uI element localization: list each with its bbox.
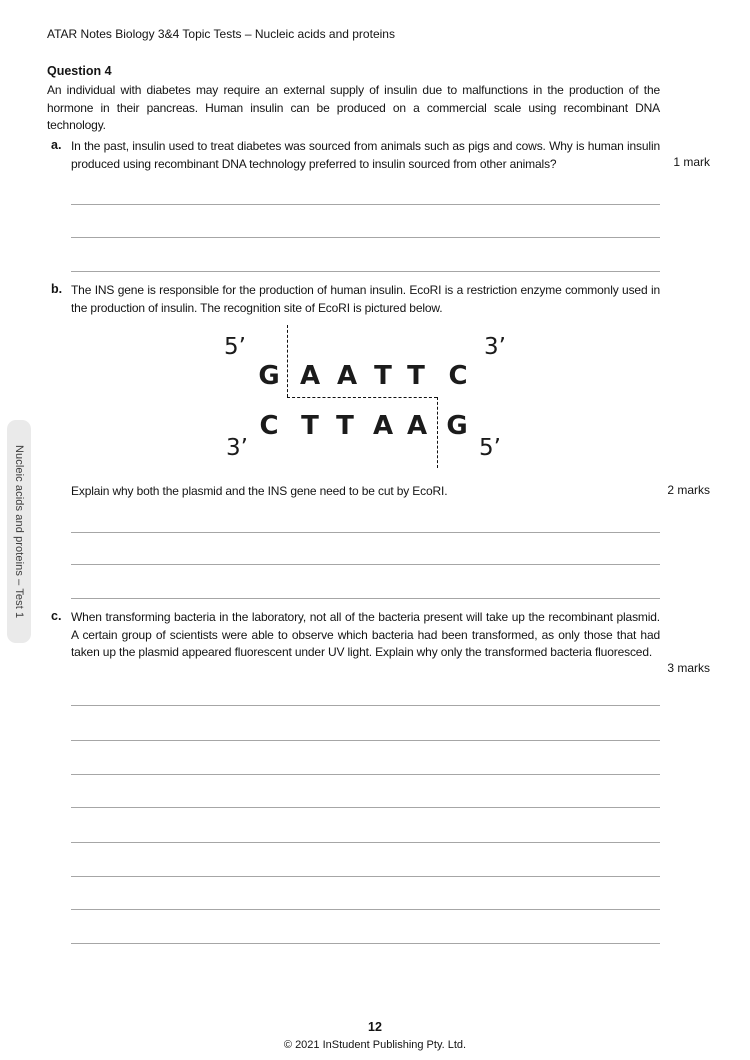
cut-line-bottom-vertical xyxy=(437,397,438,468)
part-a-text: In the past, insulin used to treat diabetes was sourced from animals such as pigs and cows. Why is human insulin produced using recombinant DNA technology preferred to insulin sourced from other animals? xyxy=(71,139,660,171)
answer-line xyxy=(71,237,660,238)
dna-base-bottom-1: C xyxy=(259,411,279,441)
answer-line xyxy=(71,774,660,775)
sidebar-tab-label: Nucleic acids and proteins – Test 1 xyxy=(13,444,25,619)
question-intro: An individual with diabetes may require an external supply of insulin due to malfunctions in the production of the hormone in their pancreas. Human insulin can be produced on a commercial scale using recombinant DNA technology. xyxy=(47,83,660,132)
answer-line xyxy=(71,204,660,205)
dna-base-bottom-5: A xyxy=(406,411,428,441)
answer-line xyxy=(71,532,660,533)
part-a xyxy=(47,138,710,298)
dna-base-top-6: C xyxy=(448,361,468,391)
dna-base-bottom-4: A xyxy=(372,411,394,441)
dna-base-bottom-6: G xyxy=(446,411,468,441)
sidebar-tab xyxy=(7,420,31,643)
answer-line xyxy=(71,598,660,599)
part-c xyxy=(47,609,710,969)
answer-line xyxy=(71,740,660,741)
part-c-text: When transforming bacteria in the laboratory, not all of the bacteria present will take up the recombinant plasmid. A certain group of scientists were able to observe which bacteria had been transformed, as only those that had taken up the plasmid appeared fluorescent under UV light. Explain why only the transformed bacteria fluoresced. xyxy=(71,610,660,659)
top-strand-5-prime-label: 5’ xyxy=(224,334,246,360)
dna-base-bottom-2: T xyxy=(301,411,319,441)
answer-line xyxy=(71,271,660,272)
question-title: Question 4 xyxy=(47,64,112,78)
bottom-strand-5-prime-label: 5’ xyxy=(479,435,501,461)
part-b-text: The INS gene is responsible for the production of human insulin. EcoRI is a restriction enzyme commonly used in the production of insulin. The recognition site of EcoRI is pictured below. xyxy=(71,283,660,315)
answer-line xyxy=(71,564,660,565)
answer-line xyxy=(71,807,660,808)
part-b-marks: 2 marks xyxy=(667,483,710,497)
top-strand-3-prime-label: 3’ xyxy=(484,334,506,360)
dna-base-top-3: A xyxy=(336,361,358,391)
part-a-label: a. xyxy=(51,138,62,152)
cut-line-horizontal xyxy=(287,397,437,398)
answer-line xyxy=(71,943,660,944)
dna-base-top-1: G xyxy=(258,361,280,391)
part-b-question: Explain why both the plasmid and the INS gene need to be cut by EcoRI. xyxy=(71,484,448,498)
part-b-label: b. xyxy=(51,282,63,296)
dna-base-top-2: A xyxy=(299,361,321,391)
dna-base-bottom-3: T xyxy=(336,411,354,441)
page-header: ATAR Notes Biology 3&4 Topic Tests – Nucleic acids and proteins xyxy=(47,27,395,41)
copyright-notice: © 2021 InStudent Publishing Pty. Ltd. xyxy=(283,1039,467,1051)
bottom-strand-3-prime-label: 3’ xyxy=(226,435,248,461)
answer-line xyxy=(71,909,660,910)
ecori-recognition-site-diagram xyxy=(200,325,540,475)
part-a-marks: 1 mark xyxy=(673,155,710,169)
part-b xyxy=(47,282,710,612)
part-c-marks: 3 marks xyxy=(667,661,710,675)
answer-line xyxy=(71,705,660,706)
dna-base-top-4: T xyxy=(374,361,392,391)
answer-line xyxy=(71,842,660,843)
part-c-label: c. xyxy=(51,609,62,623)
dna-base-top-5: T xyxy=(407,361,425,391)
cut-line-top-vertical xyxy=(287,325,288,397)
page-number: 12 xyxy=(368,1020,382,1034)
answer-line xyxy=(71,876,660,877)
